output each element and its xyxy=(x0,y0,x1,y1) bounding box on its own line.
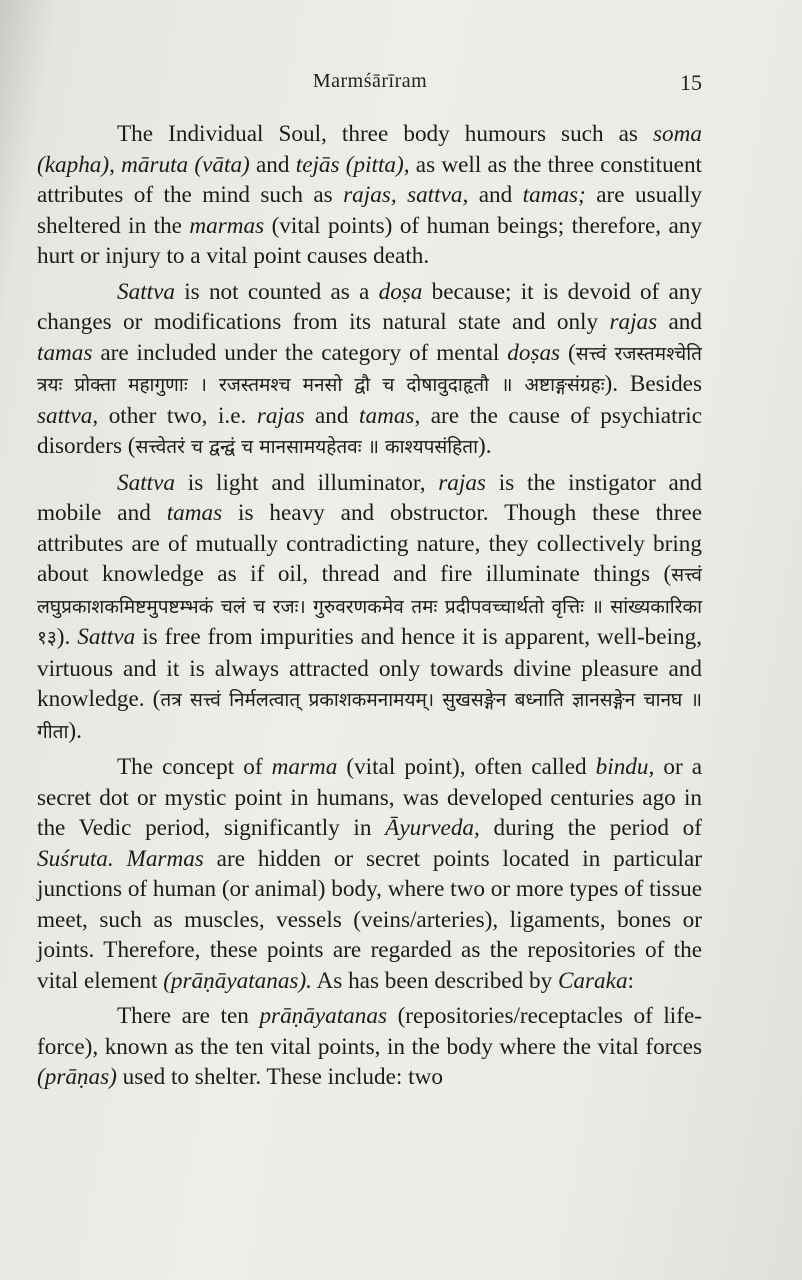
text-run: (repositories/receptacles of life-force), known as the ten vital points, in the body where the vital forces xyxy=(37,1003,702,1060)
italic-term: tamas; xyxy=(522,182,586,208)
text-run: ). xyxy=(56,624,78,650)
italic-term: bindu, xyxy=(595,754,655,780)
text-run: are included under the category of mental xyxy=(92,339,508,366)
paragraph-4 xyxy=(37,752,702,996)
text-run: is the instigator and mobile and xyxy=(37,469,702,526)
text-run: is not counted as a xyxy=(174,278,379,305)
text-run: is free from impurities and hence it is apparent, well-being, virtuous and it is always attracted only towards divine pleasure and knowledge. ( xyxy=(37,624,702,712)
italic-term: tamas xyxy=(359,402,415,429)
text-run: (vital point), often called xyxy=(337,754,596,780)
text-run: during the period of xyxy=(479,815,703,841)
italic-term: tejās (pitta) xyxy=(295,151,404,178)
sanskrit-quote: तत्र सत्त्वं निर्मलत्वात् प्रकाशकमनामयम्। सुखसङ्गेन बध्नाति ज्ञानसङ्गेन चानघ ॥ गीता xyxy=(37,689,702,743)
page-header xyxy=(0,70,802,100)
body-text xyxy=(37,119,702,1098)
italic-term: marma xyxy=(271,754,338,780)
text-run: is light and illuminator, xyxy=(174,469,439,496)
italic-term: doṣas xyxy=(507,339,561,366)
italic-term: tamas xyxy=(166,500,223,526)
italic-term: sattva xyxy=(37,402,93,429)
paragraph-5 xyxy=(37,1001,702,1093)
text-run: The Individual Soul, three body humours such as xyxy=(117,121,654,147)
text-run: There are ten xyxy=(117,1003,260,1029)
italic-term: rajas xyxy=(256,402,305,429)
text-run: used to shelter. These include: two xyxy=(116,1064,443,1090)
italic-term: rajas xyxy=(609,309,658,335)
italic-term: (prāṇāyatanas). xyxy=(163,967,312,994)
sanskrit-quote: सत्त्वं लघुप्रकाशकमिष्टमुपष्टम्भकं चलं च रजः। गुरुवरणकमेव तमः प्रदीपवच्चार्थतो वृत्तिः ॥ सांख्यकारिका १३ xyxy=(37,564,702,649)
text-run: ( xyxy=(560,339,576,366)
text-run: ). Besides xyxy=(604,371,703,397)
italic-term: rajas, sattva, xyxy=(343,182,469,208)
text-run: or a secret dot or mystic point in humans, was developed centuries ago in the Vedic period, significantly in xyxy=(37,754,702,841)
italic-term: (prāṇas) xyxy=(37,1064,117,1090)
paragraph-1 xyxy=(37,119,702,272)
italic-term: doṣa xyxy=(378,278,423,305)
text-run: because; it is devoid of any changes or modifications from its natural state and only xyxy=(37,278,702,335)
paragraph-3 xyxy=(37,468,702,748)
italic-term: Sattva xyxy=(117,469,175,496)
text-run: (vital points) of human beings; therefore, any hurt or injury to a vital point causes death. xyxy=(37,212,702,269)
text-run: ). xyxy=(478,433,492,459)
text-run: : xyxy=(627,967,634,994)
text-run: As has been described by xyxy=(311,967,558,994)
text-run: , as well as the three constituent attributes of the mind such as xyxy=(37,151,702,208)
text-run: and xyxy=(468,182,523,208)
text-run: The concept of xyxy=(117,754,272,780)
text-run: ). xyxy=(68,717,82,744)
italic-term: marmas xyxy=(189,212,265,239)
text-run: is heavy and obstructor. Though these three attributes are of mutually contradicting nature, they collectively bring about knowledge as if oil, thread and fire illuminate things ( xyxy=(37,500,702,587)
sanskrit-quote: सत्त्वेतरं च द्वन्द्वं च मानसामयहेतवः ॥ काश्यपसंहिता xyxy=(135,436,479,458)
italic-term: Sattva xyxy=(77,624,136,650)
text-run: and xyxy=(657,309,702,335)
italic-term: rajas xyxy=(438,469,486,496)
italic-term: soma (kapha), māruta (vāta) xyxy=(37,121,702,178)
italic-term: prāṇāyatanas xyxy=(259,1003,387,1029)
text-run: , other two, i.e. xyxy=(92,402,257,429)
italic-term: Suśruta. Marmas xyxy=(37,845,204,872)
sanskrit-quote: सत्त्वं रजस्तमश्चेति त्रयः प्रोक्ता महागुणाः । रजस्तमश्च मनसो द्वौ च दोषावुदाहृतौ ॥ अष्टाङ्गसंग्रहः xyxy=(37,342,702,396)
text-run: are hidden or secret points located in particular junctions of human (or animal) body, where two or more types of tissue meet, such as muscles, vessels (veins/arteries), ligaments, bones or joints. Therefore, these points are regarded as the repositories of the vital element xyxy=(37,845,702,994)
italic-term: Caraka xyxy=(557,967,628,994)
text-run: , are the cause of psychiatric disorders ( xyxy=(37,402,702,459)
text-run: and xyxy=(304,402,360,429)
italic-term: tamas xyxy=(37,339,93,366)
running-title: Marmśārīram xyxy=(312,70,428,92)
page-number: 15 xyxy=(680,70,702,95)
text-run: are usually sheltered in the xyxy=(37,182,702,239)
text-run: and xyxy=(249,151,296,178)
paragraph-2 xyxy=(37,277,702,463)
italic-term: Sattva xyxy=(117,278,175,305)
italic-term: Āyurveda, xyxy=(385,815,480,841)
